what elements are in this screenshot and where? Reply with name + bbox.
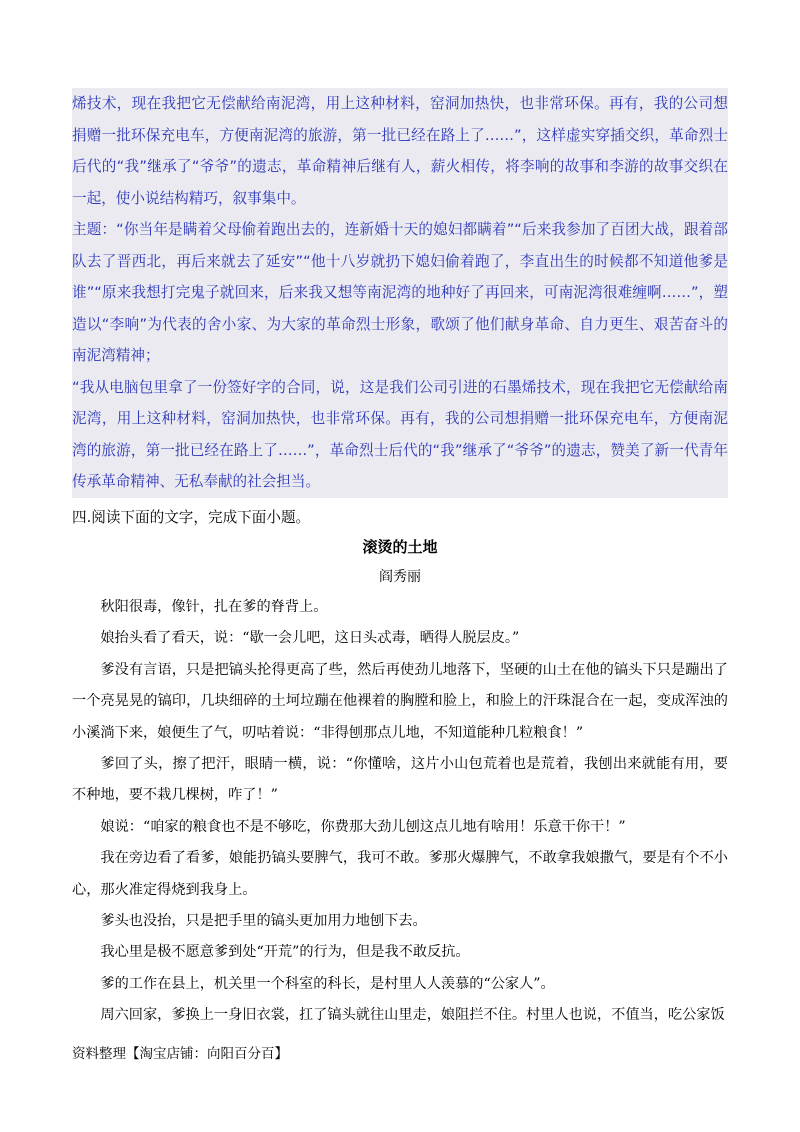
story-paragraph: 我在旁边看了看爹，娘能扔镐头要脾气，我可不敢。爹那火爆脾气，不敢拿我娘撒气，要是有个不小心，那火准定得烧到我身上。 xyxy=(72,850,728,898)
footer-source-note: 资料整理【淘宝店铺：向阳百分百】 xyxy=(72,1046,288,1062)
story-paragraph: 我心里是极不愿意爹到处“开荒”的行为，但是我不敢反抗。 xyxy=(100,944,470,961)
story-paragraph: 娘抬头看了看天，说：“歇一会儿吧，这日头忒毒，晒得人脱层皮。” xyxy=(100,630,520,647)
answer-paragraph-structure: 烯技术，现在我把它无偿献给南泥湾，用上这种材料，窑洞加热快，也非常环保。再有，我的公司想捐赠一批环保充电车，方便南泥湾的旅游，第一批已经在路上了……”，这样虚实穿插交织，革命烈士后代的“我”继承了“爷爷”的遗志，革命精神后继有人，薪火相传，将李响的故事和李游的故事交织在一起，使小说结构精巧，叙事集中。 xyxy=(72,95,728,207)
story-body xyxy=(72,592,728,1032)
story-paragraph: 秋阳很毒，像针，扎在爹的脊背上。 xyxy=(100,599,328,615)
answer-paragraph-theme: 主题：“你当年是瞒着父母偷着跑出去的，连新婚十天的媳妇都瞒着”“后来我参加了百团大战，跟着部队去了晋西北，再后来就去了延安”“他十八岁就扔下媳妇偷着跑了，李直出生的时候都不知道他爹是谁”“原来我想打完鬼子就回来，后来我又想等南泥湾的地种好了再回来，可南泥湾很难缠啊……”，塑造以“李响”为代表的舍小家、为大家的革命烈士形象，歌颂了他们献身革命、自力更生、艰苦奋斗的南泥湾精神； xyxy=(72,221,728,364)
answer-analysis-box xyxy=(72,88,728,498)
story-author: 阎秀丽 xyxy=(379,569,421,585)
story-paragraph: 爹回了头，擦了把汗，眼睛一横，说：“你懂啥，这片小山包荒着也是荒着，我刨出来就能有用，要不种地，要不栽几棵树，咋了！” xyxy=(72,756,728,804)
story-title: 滚烫的土地 xyxy=(362,538,438,556)
story-paragraph: 周六回家，爹换上一身旧衣裳，扛了镐头就往山里走，娘阻拦不住。村里人也说，不值当，吃公家饭 xyxy=(100,1007,725,1024)
story-paragraph: 娘说：“咱家的粮食也不是不够吃，你费那大劲儿刨这点儿地有啥用！乐意干你干！” xyxy=(100,818,626,835)
story-paragraph: 爹头也没抬，只是把手里的镐头更加用力地刨下去。 xyxy=(100,913,427,930)
answer-paragraph-inheritance: “我从电脑包里拿了一份签好字的合同，说，这是我们公司引进的石墨烯技术，现在我把它无偿献给南泥湾，用上这种材料，窑洞加热快，也非常环保。再有，我的公司想捐赠一批环保充电车，方便南泥湾的旅游，第一批已经在路上了……”，革命烈士后代的“我”继承了“爷爷”的遗志，赞美了新一代青年传承革命精神、无私奉献的社会担当。 xyxy=(72,378,728,490)
story-paragraph: 爹没有言语，只是把镐头抡得更高了些，然后再使劲儿地落下，坚硬的山土在他的镐头下只是蹦出了一个亮晃晃的镐印，几块细碎的土坷垃蹦在他裸着的胸膛和脸上，和脸上的汗珠混合在一起，变成浑浊的小溪淌下来，娘便生了气，叨咕着说：“非得刨那点儿地，不知道能种几粒粮食！” xyxy=(72,661,728,741)
story-paragraph: 爹的工作在县上，机关里一个科室的科长，是村里人人羡慕的“公家人”。 xyxy=(100,975,555,992)
question-header: 四.阅读下面的文字，完成下面小题。 xyxy=(72,509,311,526)
